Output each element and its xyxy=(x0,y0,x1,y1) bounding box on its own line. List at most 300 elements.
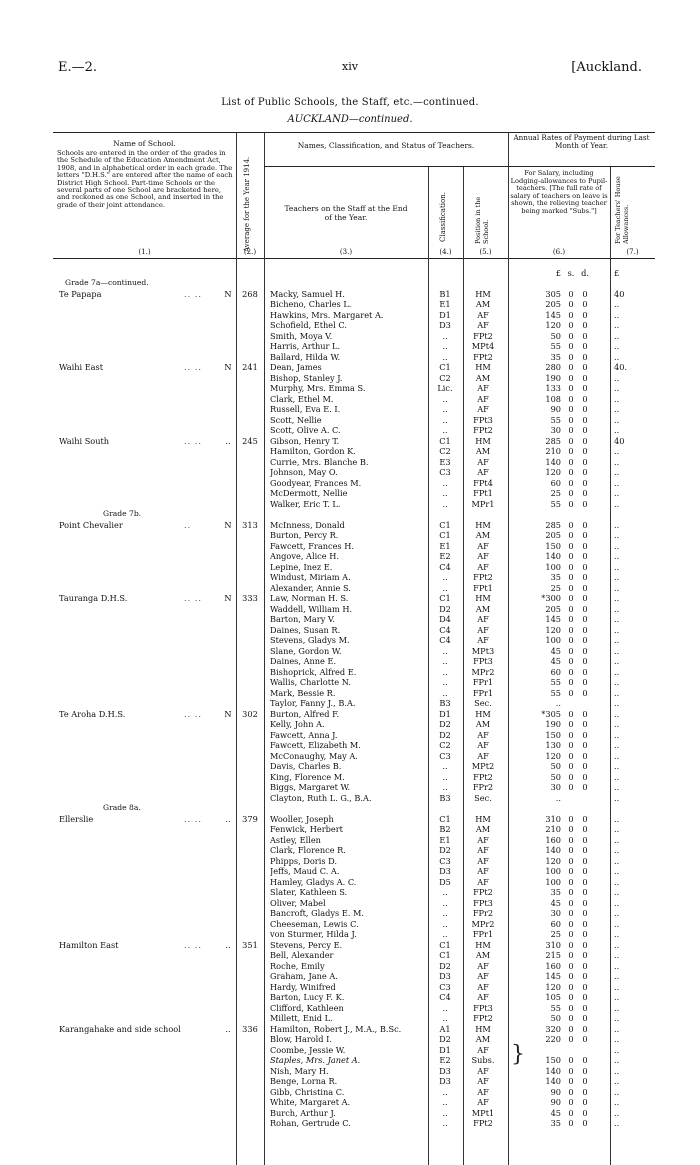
average-attendance: 245 xyxy=(242,435,258,446)
teacher-name: McInness, Donald xyxy=(270,519,345,530)
salary-shillings: 0 xyxy=(568,1023,574,1034)
classification: .. xyxy=(442,477,448,488)
table-row xyxy=(53,887,655,898)
position: AF xyxy=(477,1065,489,1076)
salary-pence: 0 xyxy=(582,782,588,792)
classification: D3 xyxy=(439,866,451,876)
classification: .. xyxy=(442,498,448,509)
teacher-name: Coombe, Jessie W. xyxy=(270,1044,346,1055)
salary-pence: 0 xyxy=(582,771,588,782)
position: AF xyxy=(477,960,489,971)
table-row xyxy=(53,331,655,342)
salary-pounds: 30 xyxy=(550,425,561,435)
salary-shillings: 0 xyxy=(568,635,574,645)
position: FPt2 xyxy=(473,330,493,341)
house-allowance: .. xyxy=(614,593,620,603)
salary-pence: 0 xyxy=(582,351,588,362)
teacher-name: Fenwick, Herbert xyxy=(270,824,343,834)
salary-pounds: 50 xyxy=(550,771,561,782)
table-row xyxy=(53,373,655,384)
salary-pounds: 55 xyxy=(550,1002,561,1013)
position: FPt1 xyxy=(473,488,493,498)
average-attendance: 336 xyxy=(242,1023,258,1034)
salary-pence: 0 xyxy=(582,719,588,729)
salary-pence: 0 xyxy=(582,593,588,603)
salary-pounds: 50 xyxy=(550,761,561,771)
table-row xyxy=(53,961,655,972)
table-body xyxy=(53,268,655,1129)
position: AF xyxy=(477,855,489,866)
pence-unit: d. xyxy=(581,268,589,278)
salary-pounds: 133 xyxy=(545,383,561,393)
teacher-name: Walker, Eric T. L. xyxy=(270,498,341,509)
classification: D5 xyxy=(439,876,451,887)
position: AF xyxy=(477,992,489,1002)
col1-note: Schools are entered in the order of the grades in the Schedule of the Education Amendment Act, 1908, and in alphabetical order in each grade. The letters "D.H.S." are entered after the name of each District High School. Part-time Schools or the several parts of one School are bracketed here, and reckoned as one School, and inserted in the grade of their joint attendance. xyxy=(57,149,233,209)
salary-shillings: 0 xyxy=(568,813,574,824)
teacher-name: Millett, Enid L. xyxy=(270,1013,333,1023)
classification: C1 xyxy=(439,939,451,950)
classification: .. xyxy=(442,425,448,435)
leader-dots: .. .. xyxy=(184,362,203,372)
position: AF xyxy=(477,551,489,561)
page-title: List of Public Schools, the Staff, etc.—continued. xyxy=(221,97,479,108)
classification: .. xyxy=(442,341,448,351)
salary-shillings: 0 xyxy=(568,561,574,572)
table-row xyxy=(53,656,655,667)
teacher-name: Astley, Ellen xyxy=(270,834,321,845)
position: HM xyxy=(475,1023,491,1034)
house-allowance: .. xyxy=(614,656,620,666)
salary-pence: 0 xyxy=(582,572,588,582)
salary-shillings: 0 xyxy=(568,614,574,624)
house-allowance: .. xyxy=(614,824,620,834)
table-row xyxy=(53,289,655,300)
salary-pounds: 50 xyxy=(550,1013,561,1023)
teacher-name: Hamley, Gladys A. C. xyxy=(270,876,357,887)
salary-pence: 0 xyxy=(582,729,588,740)
position: FPt2 xyxy=(473,771,493,782)
salary-pounds: 140 xyxy=(545,1076,561,1086)
teacher-name: Fawcett, Elizabeth M. xyxy=(270,740,361,750)
salary-shillings: 0 xyxy=(568,1002,574,1013)
table-row xyxy=(53,709,655,720)
salary-pence: 0 xyxy=(582,666,588,677)
salary-pounds: 25 xyxy=(550,929,561,939)
house-allowance: .. xyxy=(614,834,620,845)
teacher-name: McConaughy, May A. xyxy=(270,750,358,761)
table-row xyxy=(53,793,655,804)
position: AF xyxy=(477,876,489,887)
grade-heading xyxy=(53,509,655,520)
salary-pounds: 145 xyxy=(545,309,561,320)
teacher-name: Hamilton, Gordon K. xyxy=(270,446,356,456)
teacher-name: Kelly, John A. xyxy=(270,719,325,729)
salary-shillings: 0 xyxy=(568,1097,574,1107)
house-allowance: .. xyxy=(614,351,620,362)
house-allowance: .. xyxy=(614,740,620,750)
classification: B1 xyxy=(439,288,451,299)
classification: C3 xyxy=(439,855,451,866)
teacher-name: White, Margaret A. xyxy=(270,1097,351,1107)
grade-label: Grade 8a. xyxy=(103,803,141,812)
table-row xyxy=(53,1034,655,1045)
salary-pounds: 150 xyxy=(545,729,561,740)
position: FPt2 xyxy=(473,351,493,362)
salary-shillings: 0 xyxy=(568,782,574,792)
teacher-name: Burch, Arthur J. xyxy=(270,1107,336,1118)
salary-shillings: 0 xyxy=(568,887,574,897)
salary-pounds: *305 xyxy=(541,708,561,719)
house-allowance: .. xyxy=(614,477,620,488)
salary-pence: 0 xyxy=(582,677,588,687)
teacher-name: Daines, Anne E. xyxy=(270,656,337,666)
position: AF xyxy=(477,981,489,992)
classification: .. xyxy=(442,771,448,782)
salary-shillings: 0 xyxy=(568,446,574,456)
house-allowance: .. xyxy=(614,614,620,624)
leader-dots: .. .. xyxy=(184,939,203,950)
grade-heading xyxy=(53,278,655,289)
salary-shillings: 0 xyxy=(568,383,574,393)
position: HM xyxy=(475,519,491,530)
table-row xyxy=(53,541,655,552)
position: FPt4 xyxy=(473,477,493,488)
classification: B3 xyxy=(439,792,451,803)
teacher-name: Macky, Samuel H. xyxy=(270,288,345,299)
salary-pounds: 160 xyxy=(545,960,561,971)
classification: .. xyxy=(442,782,448,792)
table-row xyxy=(53,457,655,468)
position: AF xyxy=(477,1097,489,1107)
table-row xyxy=(53,320,655,331)
position: HM xyxy=(475,939,491,950)
house-allowance: .. xyxy=(614,960,620,971)
classification: .. xyxy=(442,645,448,656)
classification: C1 xyxy=(439,530,451,540)
salary-pounds: 310 xyxy=(545,813,561,824)
col2-header: Average for the Year 1914. xyxy=(243,156,251,252)
grade-label: Grade 7b. xyxy=(103,509,142,518)
salary-pence: 0 xyxy=(582,645,588,656)
salary-pounds: 45 xyxy=(550,897,561,908)
salary-pence: 0 xyxy=(582,362,588,372)
salary-shillings: 0 xyxy=(568,467,574,477)
salary-pence: 0 xyxy=(582,876,588,887)
salary-shillings: 0 xyxy=(568,1055,574,1065)
table-row xyxy=(53,908,655,919)
salary-pence: 0 xyxy=(582,404,588,414)
house-allowance: .. xyxy=(614,498,620,509)
table-row xyxy=(53,436,655,447)
table-row xyxy=(53,982,655,993)
position: AF xyxy=(477,971,489,981)
salary-pence: 0 xyxy=(582,540,588,551)
salary-shillings: 0 xyxy=(568,687,574,698)
salary-shillings: 0 xyxy=(568,866,574,876)
salary-shillings: 0 xyxy=(568,897,574,908)
salary-pounds: 140 xyxy=(545,845,561,855)
house-allowance: .. xyxy=(614,771,620,782)
school-name: Tauranga D.H.S. xyxy=(59,593,128,603)
allowance-unit: £ xyxy=(614,268,620,278)
salary-shillings: 0 xyxy=(568,1076,574,1086)
salary-pence: 0 xyxy=(582,1055,588,1065)
table-row xyxy=(53,551,655,562)
house-allowance: .. xyxy=(614,1013,620,1023)
house-allowance: .. xyxy=(614,645,620,656)
position: FPt3 xyxy=(473,656,493,666)
col345-header: Names, Classification, and Status of Teachers. xyxy=(297,141,475,150)
classification: .. xyxy=(442,1118,448,1128)
house-allowance: .. xyxy=(614,845,620,855)
position: AF xyxy=(477,624,489,635)
salary-pence: 0 xyxy=(582,897,588,908)
salary-pence: 0 xyxy=(582,960,588,971)
teacher-name: Clayton, Ruth L. G., B.A. xyxy=(270,792,372,803)
salary-pounds: 150 xyxy=(545,1055,561,1065)
salary-shillings: 0 xyxy=(568,414,574,425)
house-allowance: .. xyxy=(614,540,620,551)
table-row xyxy=(53,572,655,583)
salary-pounds: 90 xyxy=(550,404,561,414)
salary-shillings: 0 xyxy=(568,404,574,414)
classification: E2 xyxy=(439,1055,451,1065)
salary-shillings: 0 xyxy=(568,309,574,320)
salary-pounds: 190 xyxy=(545,372,561,383)
salary-pounds: 210 xyxy=(545,446,561,456)
table-row xyxy=(53,751,655,762)
table-row xyxy=(53,341,655,352)
position: Sec. xyxy=(474,698,492,708)
teacher-name: Mark, Bessie R. xyxy=(270,687,336,698)
table-row xyxy=(53,362,655,373)
teacher-name: Hawkins, Mrs. Margaret A. xyxy=(270,309,384,320)
teacher-name: Cheeseman, Lewis C. xyxy=(270,918,359,929)
leader-dots: .. xyxy=(184,519,192,530)
position: FPt2 xyxy=(473,1013,493,1023)
teacher-name: Currie, Mrs. Blanche B. xyxy=(270,456,369,467)
salary-pounds: 215 xyxy=(545,950,561,960)
salary-shillings: 0 xyxy=(568,719,574,729)
salary-shillings: 0 xyxy=(568,645,574,656)
position: AF xyxy=(477,834,489,845)
salary-pounds: 60 xyxy=(550,477,561,488)
position: FPt2 xyxy=(473,425,493,435)
salary-pence: 0 xyxy=(582,330,588,341)
salary-pence: 0 xyxy=(582,855,588,866)
teacher-name: von Sturmer, Hilda J. xyxy=(270,929,357,939)
classification: A1 xyxy=(439,1023,451,1034)
table-row xyxy=(53,1097,655,1108)
salary-pence: 0 xyxy=(582,687,588,698)
teacher-name: Gibson, Henry T. xyxy=(270,435,340,446)
house-allowance: .. xyxy=(614,687,620,698)
position: Subs. xyxy=(471,1055,495,1065)
salary-shillings: 0 xyxy=(568,288,574,299)
table-row xyxy=(53,761,655,772)
teacher-name: Barton, Lucy F. K. xyxy=(270,992,345,1002)
table-row xyxy=(53,625,655,636)
salary-pence: 0 xyxy=(582,740,588,750)
position: AM xyxy=(475,1034,491,1044)
table-row xyxy=(53,698,655,709)
salary-shillings: 0 xyxy=(568,918,574,929)
salary-shillings: 0 xyxy=(568,855,574,866)
position: AF xyxy=(477,456,489,467)
classification: D1 xyxy=(439,708,451,719)
teacher-name: Waddell, William H. xyxy=(270,603,353,614)
salary-pence: 0 xyxy=(582,635,588,645)
house-allowance: .. xyxy=(614,299,620,309)
teacher-name: Burton, Alfred F. xyxy=(270,708,340,719)
salary-pounds: 45 xyxy=(550,645,561,656)
classification: E3 xyxy=(439,456,451,467)
salary-pence: 0 xyxy=(582,467,588,477)
salary-pounds: 205 xyxy=(545,299,561,309)
table-row xyxy=(53,467,655,478)
house-allowance: .. xyxy=(614,393,620,404)
salary-pence: 0 xyxy=(582,992,588,1002)
table-row xyxy=(53,1013,655,1024)
teacher-name: Phipps, Doris D. xyxy=(270,855,337,866)
salary-shillings: 0 xyxy=(568,824,574,834)
house-allowance: .. xyxy=(614,1076,620,1086)
position: FPt1 xyxy=(473,582,493,593)
classification: C1 xyxy=(439,950,451,960)
table-row xyxy=(53,971,655,982)
teacher-name: Graham, Jane A. xyxy=(270,971,338,981)
classification: C3 xyxy=(439,467,451,477)
position: FPt3 xyxy=(473,1002,493,1013)
classification: .. xyxy=(442,582,448,593)
salary-pounds: 120 xyxy=(545,981,561,992)
salary-pounds: 285 xyxy=(545,435,561,446)
salary-pounds: 90 xyxy=(550,1086,561,1097)
table-row xyxy=(53,299,655,310)
classification: .. xyxy=(442,666,448,677)
salary-pence: 0 xyxy=(582,414,588,425)
position: AF xyxy=(477,404,489,414)
salary-pence: 0 xyxy=(582,845,588,855)
teacher-name: Ballard, Hilda W. xyxy=(270,351,341,362)
classification: B2 xyxy=(439,824,451,834)
grade-heading xyxy=(53,803,655,814)
salary-shillings: 0 xyxy=(568,1118,574,1128)
classification: E1 xyxy=(439,834,451,845)
salary-pounds: 320 xyxy=(545,1023,561,1034)
house-allowance: .. xyxy=(614,981,620,992)
classification: D2 xyxy=(439,960,451,971)
position: AF xyxy=(477,393,489,404)
table-row xyxy=(53,499,655,510)
salary-pence: 0 xyxy=(582,929,588,939)
salary-shillings: 0 xyxy=(568,456,574,467)
table-row xyxy=(53,772,655,783)
house-allowance: .. xyxy=(614,719,620,729)
page-subtitle: AUCKLAND—continued. xyxy=(287,114,413,125)
classification: .. xyxy=(442,1013,448,1023)
salary-pence: 0 xyxy=(582,750,588,761)
salary-shillings: 0 xyxy=(568,939,574,950)
position: HM xyxy=(475,708,491,719)
table-row xyxy=(53,604,655,615)
position: MPt4 xyxy=(471,341,495,351)
table-row xyxy=(53,740,655,751)
col3-header: Teachers on the Staff at the End of the Year. xyxy=(284,204,408,222)
salary-shillings: 0 xyxy=(568,929,574,939)
salary-shillings: 0 xyxy=(568,530,574,540)
salary-pence: 0 xyxy=(582,708,588,719)
teacher-name: Bell, Alexander xyxy=(270,950,334,960)
school-name: Karangahake and side school xyxy=(59,1023,181,1034)
salary-pounds: 55 xyxy=(550,687,561,698)
salary-pounds: 35 xyxy=(550,1118,561,1128)
classification: C4 xyxy=(439,624,451,635)
position: AF xyxy=(477,1086,489,1097)
units-row xyxy=(53,268,655,278)
salary-pence: 0 xyxy=(582,971,588,981)
salary-pence: 0 xyxy=(582,561,588,572)
teacher-name: Davis, Charles B. xyxy=(270,761,342,771)
teacher-name: Clark, Ethel M. xyxy=(270,393,334,404)
salary-pence: 0 xyxy=(582,908,588,918)
classification: D2 xyxy=(439,845,451,855)
salary-shillings: 0 xyxy=(568,1065,574,1076)
house-allowance: .. xyxy=(614,582,620,593)
house-allowance: .. xyxy=(614,425,620,435)
position: AF xyxy=(477,740,489,750)
col4-number: (4.) xyxy=(439,248,452,256)
classification: .. xyxy=(442,918,448,929)
classification: .. xyxy=(442,908,448,918)
house-allowance: .. xyxy=(614,897,620,908)
salary-pence: 0 xyxy=(582,320,588,330)
page-header xyxy=(58,60,642,78)
classification: D3 xyxy=(439,320,451,330)
teacher-name: Barton, Mary V. xyxy=(270,614,335,624)
table-row xyxy=(53,940,655,951)
salary-pence: 0 xyxy=(582,813,588,824)
position: AF xyxy=(477,309,489,320)
salary-pounds: 100 xyxy=(545,866,561,876)
salary-shillings: 0 xyxy=(568,1013,574,1023)
salary-shillings: 0 xyxy=(568,582,574,593)
position: AF xyxy=(477,729,489,740)
classification: C2 xyxy=(439,372,451,383)
position: FPr2 xyxy=(472,908,494,918)
salary-pence: 0 xyxy=(582,383,588,393)
house-allowance: .. xyxy=(614,488,620,498)
salary-pence: 0 xyxy=(582,1107,588,1118)
house-allowance: .. xyxy=(614,866,620,876)
position: FPr1 xyxy=(472,677,494,687)
house-allowance: .. xyxy=(614,971,620,981)
house-allowance: .. xyxy=(614,729,620,740)
average-attendance: 333 xyxy=(242,593,258,603)
house-allowance: .. xyxy=(614,456,620,467)
teacher-name: Jeffs, Maud C. A. xyxy=(270,866,340,876)
table-row xyxy=(53,1024,655,1035)
school-name: Hamilton East xyxy=(59,939,119,950)
salary-pounds: 25 xyxy=(550,582,561,593)
position: AF xyxy=(477,383,489,393)
classification: C4 xyxy=(439,992,451,1002)
table-row xyxy=(53,782,655,793)
salary-pounds: .. xyxy=(555,698,561,708)
teacher-name: Gibb, Christina C. xyxy=(270,1086,345,1097)
teacher-name: Nish, Mary H. xyxy=(270,1065,329,1076)
